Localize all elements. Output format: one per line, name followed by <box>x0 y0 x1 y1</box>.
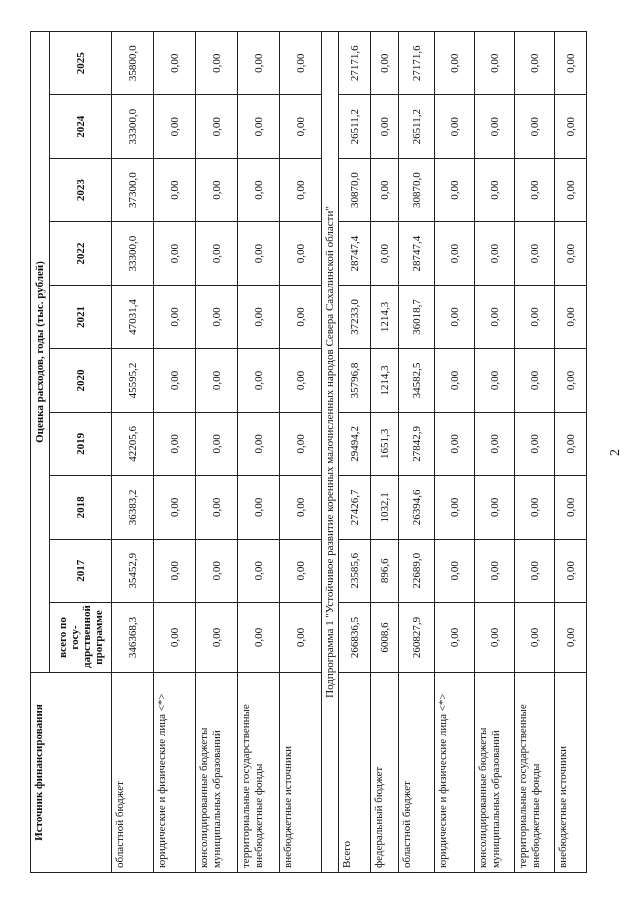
cell-year-value: 28747,4 <box>399 222 435 285</box>
cell-year-value: 22689,0 <box>399 539 435 602</box>
cell-year-value: 0,00 <box>280 412 322 475</box>
cell-year-value: 0,00 <box>555 412 587 475</box>
table-row <box>112 32 154 873</box>
cell-year-value: 0,00 <box>475 285 515 348</box>
table-row <box>196 32 238 873</box>
cell-year-value: 0,00 <box>154 539 196 602</box>
cell-year-value: 0,00 <box>555 95 587 158</box>
cell-year-value: 1032,1 <box>371 476 399 539</box>
cell-year-value: 0,00 <box>280 285 322 348</box>
cell-year-value: 0,00 <box>475 412 515 475</box>
cell-year-value: 0,00 <box>238 158 280 221</box>
cell-total: 260827,9 <box>399 603 435 673</box>
row-label: федеральный бюджет <box>371 673 399 873</box>
table-row <box>238 32 280 873</box>
cell-year-value: 0,00 <box>371 95 399 158</box>
row-label: областной бюджет <box>112 673 154 873</box>
cell-total: 0,00 <box>238 603 280 673</box>
cell-year-value: 35796,8 <box>339 349 371 412</box>
row-label: территориальные государственные внебюджетные фонды <box>515 673 555 873</box>
cell-year-value: 0,00 <box>515 285 555 348</box>
header-estimate: Оценка расходов, годы (тыс. рублей) <box>31 32 50 673</box>
cell-year-value: 0,00 <box>555 476 587 539</box>
cell-year-value: 0,00 <box>371 158 399 221</box>
cell-year-value: 0,00 <box>154 222 196 285</box>
cell-year-value: 0,00 <box>435 349 475 412</box>
cell-total: 0,00 <box>196 603 238 673</box>
cell-year-value: 0,00 <box>280 476 322 539</box>
table-row <box>475 32 515 873</box>
cell-year-value: 0,00 <box>238 476 280 539</box>
cell-year-value: 27171,6 <box>339 32 371 96</box>
row-label: внебюджетные источники <box>280 673 322 873</box>
table-row <box>435 32 475 873</box>
cell-total: 0,00 <box>435 603 475 673</box>
cell-year-value: 26511,2 <box>339 95 371 158</box>
cell-year-value: 0,00 <box>515 412 555 475</box>
cell-year-value: 30870,0 <box>339 158 371 221</box>
row-label: территориальные государственные внебюджетные фонды <box>238 673 280 873</box>
row-label: консолидированные бюджеты муниципальных образований <box>475 673 515 873</box>
cell-year-value: 0,00 <box>238 539 280 602</box>
cell-total: 0,00 <box>154 603 196 673</box>
cell-year-value: 0,00 <box>475 32 515 96</box>
cell-year-value: 42205,6 <box>112 412 154 475</box>
table-row <box>339 32 371 873</box>
header-year: 2025 <box>50 32 112 96</box>
page-number: 2 <box>608 449 623 456</box>
cell-year-value: 34582,5 <box>399 349 435 412</box>
cell-year-value: 0,00 <box>196 539 238 602</box>
cell-year-value: 0,00 <box>435 412 475 475</box>
row-label: юридические и физические лица <*> <box>154 673 196 873</box>
cell-total: 266836,5 <box>339 603 371 673</box>
cell-year-value: 27426,7 <box>339 476 371 539</box>
financing-table <box>30 31 587 873</box>
cell-year-value: 27171,6 <box>399 32 435 96</box>
cell-year-value: 0,00 <box>238 222 280 285</box>
cell-year-value: 1651,3 <box>371 412 399 475</box>
header-year: 2018 <box>50 476 112 539</box>
cell-year-value: 0,00 <box>515 158 555 221</box>
cell-year-value: 0,00 <box>555 222 587 285</box>
cell-year-value: 0,00 <box>555 285 587 348</box>
row-label: юридические и физические лица <*> <box>435 673 475 873</box>
cell-year-value: 0,00 <box>154 476 196 539</box>
cell-year-value: 0,00 <box>475 539 515 602</box>
cell-year-value: 0,00 <box>154 285 196 348</box>
cell-year-value: 896,6 <box>371 539 399 602</box>
cell-year-value: 0,00 <box>371 222 399 285</box>
header-year: 2024 <box>50 95 112 158</box>
cell-year-value: 0,00 <box>154 349 196 412</box>
cell-year-value: 0,00 <box>196 349 238 412</box>
cell-year-value: 35452,9 <box>112 539 154 602</box>
cell-year-value: 0,00 <box>154 95 196 158</box>
cell-total: 0,00 <box>280 603 322 673</box>
row-label: внебюджетные источники <box>555 673 587 873</box>
table-row <box>399 32 435 873</box>
cell-year-value: 37233,0 <box>339 285 371 348</box>
cell-year-value: 0,00 <box>280 158 322 221</box>
cell-year-value: 0,00 <box>280 349 322 412</box>
cell-year-value: 23585,6 <box>339 539 371 602</box>
header-year: 2022 <box>50 222 112 285</box>
cell-year-value: 0,00 <box>515 95 555 158</box>
cell-year-value: 0,00 <box>515 222 555 285</box>
cell-year-value: 29494,2 <box>339 412 371 475</box>
cell-year-value: 28747,4 <box>339 222 371 285</box>
table-row <box>280 32 322 873</box>
cell-year-value: 36383,2 <box>112 476 154 539</box>
cell-year-value: 0,00 <box>475 222 515 285</box>
cell-total: 346368,3 <box>112 603 154 673</box>
cell-year-value: 0,00 <box>371 32 399 96</box>
cell-year-value: 0,00 <box>238 285 280 348</box>
header-total: всего по госу-дарственной программе <box>50 603 112 673</box>
cell-total: 0,00 <box>555 603 587 673</box>
cell-year-value: 0,00 <box>515 476 555 539</box>
cell-year-value: 0,00 <box>238 95 280 158</box>
cell-year-value: 0,00 <box>196 476 238 539</box>
cell-year-value: 0,00 <box>555 349 587 412</box>
row-label: Всего <box>339 673 371 873</box>
cell-year-value: 26394,6 <box>399 476 435 539</box>
cell-year-value: 0,00 <box>280 222 322 285</box>
cell-year-value: 0,00 <box>515 539 555 602</box>
header-year: 2017 <box>50 539 112 602</box>
cell-year-value: 0,00 <box>555 32 587 96</box>
cell-year-value: 0,00 <box>154 412 196 475</box>
header-year: 2023 <box>50 158 112 221</box>
header-year: 2020 <box>50 349 112 412</box>
table-row <box>515 32 555 873</box>
cell-year-value: 37300,0 <box>112 158 154 221</box>
cell-year-value: 36018,7 <box>399 285 435 348</box>
cell-year-value: 1214,3 <box>371 349 399 412</box>
cell-year-value: 0,00 <box>154 158 196 221</box>
cell-year-value: 0,00 <box>515 349 555 412</box>
cell-year-value: 26511,2 <box>399 95 435 158</box>
header-year: 2021 <box>50 285 112 348</box>
cell-year-value: 0,00 <box>154 32 196 96</box>
cell-year-value: 33300,0 <box>112 95 154 158</box>
subprogram-title: Подпрограмма 1 "Устойчивое развитие коренных малочисленных народов Севера Сахалинской области" <box>322 32 339 873</box>
cell-year-value: 0,00 <box>435 95 475 158</box>
cell-year-value: 0,00 <box>435 32 475 96</box>
cell-year-value: 33300,0 <box>112 222 154 285</box>
cell-year-value: 30870,0 <box>399 158 435 221</box>
cell-year-value: 0,00 <box>555 539 587 602</box>
cell-year-value: 0,00 <box>435 539 475 602</box>
cell-total: 0,00 <box>515 603 555 673</box>
cell-year-value: 0,00 <box>435 222 475 285</box>
cell-total: 6008,6 <box>371 603 399 673</box>
cell-total: 0,00 <box>475 603 515 673</box>
table-row <box>555 32 587 873</box>
table-row <box>371 32 399 873</box>
row-label: консолидированные бюджеты муниципальных образований <box>196 673 238 873</box>
cell-year-value: 0,00 <box>555 158 587 221</box>
cell-year-value: 0,00 <box>196 32 238 96</box>
row-label: областной бюджет <box>399 673 435 873</box>
cell-year-value: 0,00 <box>475 476 515 539</box>
cell-year-value: 0,00 <box>280 95 322 158</box>
cell-year-value: 45595,2 <box>112 349 154 412</box>
cell-year-value: 0,00 <box>238 32 280 96</box>
cell-year-value: 0,00 <box>435 285 475 348</box>
cell-year-value: 0,00 <box>475 349 515 412</box>
cell-year-value: 0,00 <box>435 476 475 539</box>
cell-year-value: 0,00 <box>238 349 280 412</box>
table-row <box>154 32 196 873</box>
cell-year-value: 0,00 <box>196 412 238 475</box>
cell-year-value: 0,00 <box>238 412 280 475</box>
cell-year-value: 0,00 <box>196 222 238 285</box>
cell-year-value: 0,00 <box>280 539 322 602</box>
cell-year-value: 0,00 <box>515 32 555 96</box>
cell-year-value: 0,00 <box>435 158 475 221</box>
cell-year-value: 1214,3 <box>371 285 399 348</box>
header-year: 2019 <box>50 412 112 475</box>
cell-year-value: 27842,9 <box>399 412 435 475</box>
cell-year-value: 0,00 <box>196 158 238 221</box>
cell-year-value: 0,00 <box>196 95 238 158</box>
cell-year-value: 35800,0 <box>112 32 154 96</box>
cell-year-value: 0,00 <box>280 32 322 96</box>
header-source: Источник финансирования <box>31 673 112 873</box>
cell-year-value: 0,00 <box>196 285 238 348</box>
cell-year-value: 0,00 <box>475 95 515 158</box>
cell-year-value: 47031,4 <box>112 285 154 348</box>
cell-year-value: 0,00 <box>475 158 515 221</box>
